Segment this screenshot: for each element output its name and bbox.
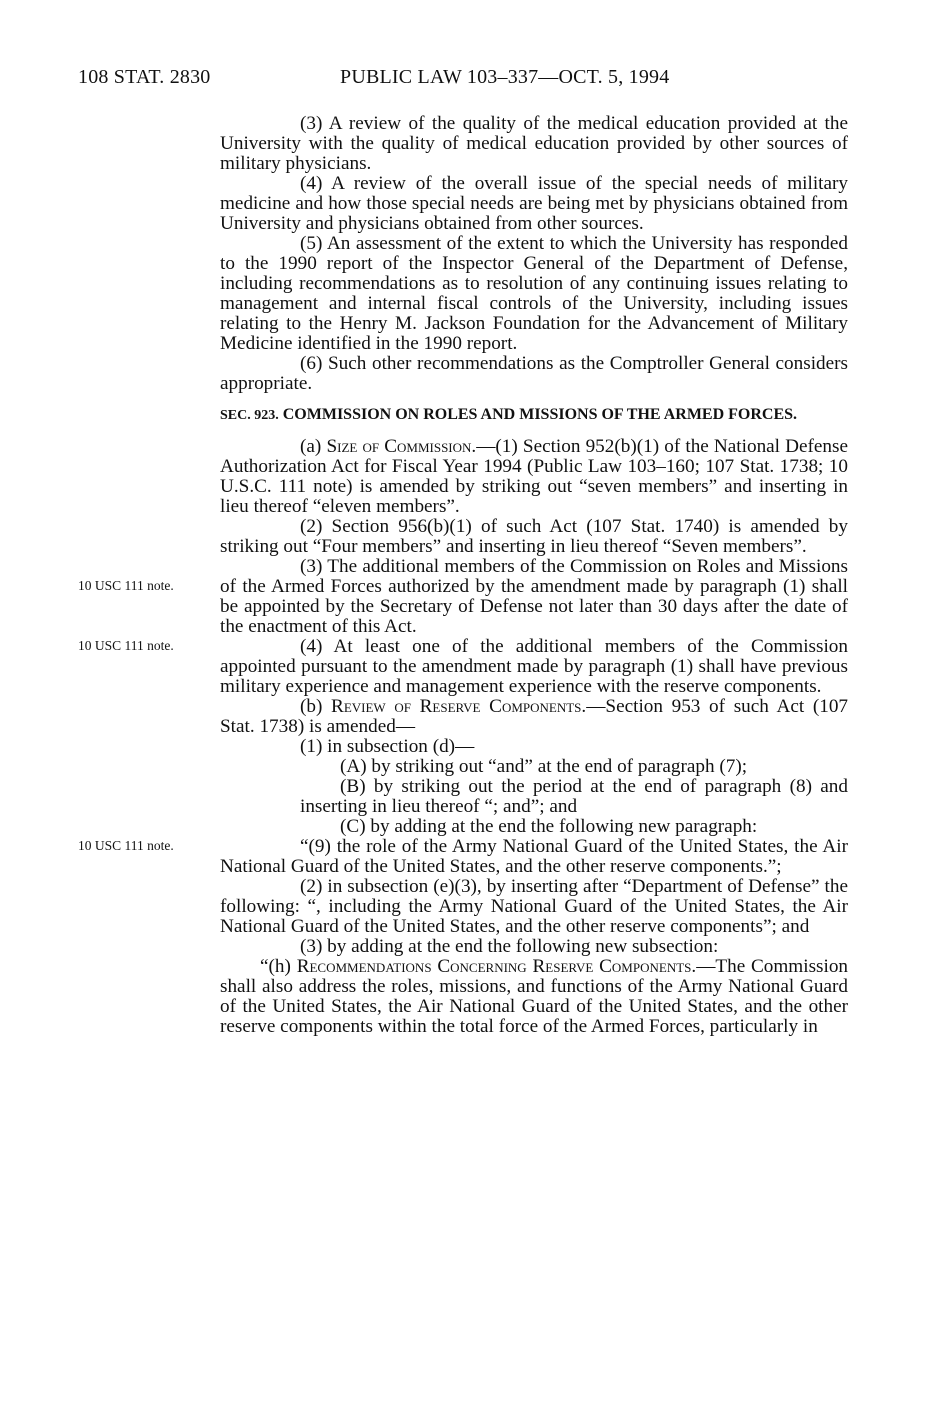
- quoted-subsection-h: [220, 957, 848, 1037]
- subsection-b-text: .—Section 953 of such Act (107 Stat. 1738) is amended—: [220, 696, 849, 737]
- margin-note: 10 USC 111 note.: [78, 638, 174, 653]
- margin-note: 10 USC 111 note.: [78, 838, 174, 853]
- subsection-b-paragraph-2: (2) in subsection (e)(3), by inserting after “Department of Defense” the following: “, including the Army National Guard of the United States, the Air National Guard of the United States, and the other reserve components”; and: [220, 876, 848, 937]
- quoted-paragraph-9: “(9) the role of the Army National Guard of the United States, the Air National Guard of the United States, and the other reserve components.”;: [220, 836, 848, 877]
- running-header: PUBLIC LAW 103–337—OCT. 5, 1994: [340, 66, 670, 88]
- quoted-subsection-h-text: .—The Commission shall also address the roles, missions, and functions of the Army National Guard of the United States, the Air National Guard of the United States, and the other reserve components within the total force of the Armed Forces, particularly in: [220, 956, 849, 1037]
- subparagraph-B: (B) by striking out the period at the end of paragraph (8) and inserting in lieu thereof “; and”; and: [300, 776, 848, 817]
- subsection-b-label: (b): [300, 696, 332, 717]
- subsection-b: [220, 697, 848, 737]
- quoted-subsection-h-heading: Recommendations Concerning Reserve Components: [296, 956, 692, 977]
- paragraph-3: (3) A review of the quality of the medical education provided at the University with the quality of medical education provided by other sources of military physicians.: [220, 113, 848, 174]
- subsection-a: [220, 437, 848, 517]
- page-stat-number: 108 STAT. 2830: [78, 66, 211, 88]
- paragraph-4: (4) A review of the overall issue of the special needs of military medicine and how those special needs are being met by physicians obtained from University and physicians obtained from other sources.: [220, 173, 848, 234]
- subparagraph-A: (A) by striking out “and” at the end of paragraph (7);: [340, 756, 748, 777]
- margin-note: 10 USC 111 note.: [78, 578, 174, 593]
- subsection-a-paragraph-3: (3) The additional members of the Commission on Roles and Missions of the Armed Forces authorized by the amendment made by paragraph (1) shall be appointed by the Secretary of Defense not later than 30 days after the date of the enactment of this Act.: [220, 556, 848, 637]
- paragraph-6: (6) Such other recommendations as the Comptroller General considers appropriate.: [220, 353, 848, 394]
- quoted-subsection-h-label: “(h): [260, 956, 297, 977]
- subsection-a-paragraph-4: (4) At least one of the additional members of the Commission appointed pursuant to the amendment made by paragraph (1) shall have previous military experience and management experience with the reserve components.: [220, 636, 848, 697]
- section-title: COMMISSION ON ROLES AND MISSIONS OF THE ARMED FORCES.: [282, 406, 798, 423]
- subsection-a-label: (a): [300, 436, 327, 457]
- subsection-b-paragraph-3: (3) by adding at the end the following new subsection:: [300, 936, 719, 957]
- body-text: [220, 114, 848, 1037]
- section-number: SEC. 923.: [220, 408, 279, 423]
- subsection-b-paragraph-1: (1) in subsection (d)—: [300, 736, 475, 757]
- subsection-b-heading: Review of Reserve Components: [331, 696, 582, 717]
- section-heading: [220, 405, 848, 426]
- subsection-a-heading: Size of Commission: [326, 436, 472, 457]
- subsection-a-paragraph-2: (2) Section 956(b)(1) of such Act (107 Stat. 1740) is amended by striking out “Four members” and inserting in lieu thereof “Seven members”.: [220, 516, 848, 557]
- subsection-a-text: .—(1) Section 952(b)(1) of the National Defense Authorization Act for Fiscal Year 1994 (Public Law 103–160; 107 Stat. 1738; 10 U.S.C. 111 note) is amended by striking out “seven members” and inserting in lieu thereof “eleven members”.: [220, 436, 848, 517]
- subparagraph-C: (C) by adding at the end the following new paragraph:: [340, 816, 758, 837]
- paragraph-5: (5) An assessment of the extent to which the University has responded to the 1990 report of the Inspector General of the Department of Defense, including recommendations as to resolution of any continuing issues relating to management and internal fiscal controls of the University, including issues relating to the Henry M. Jackson Foundation for the Advancement of Military Medicine identified in the 1990 report.: [220, 233, 848, 354]
